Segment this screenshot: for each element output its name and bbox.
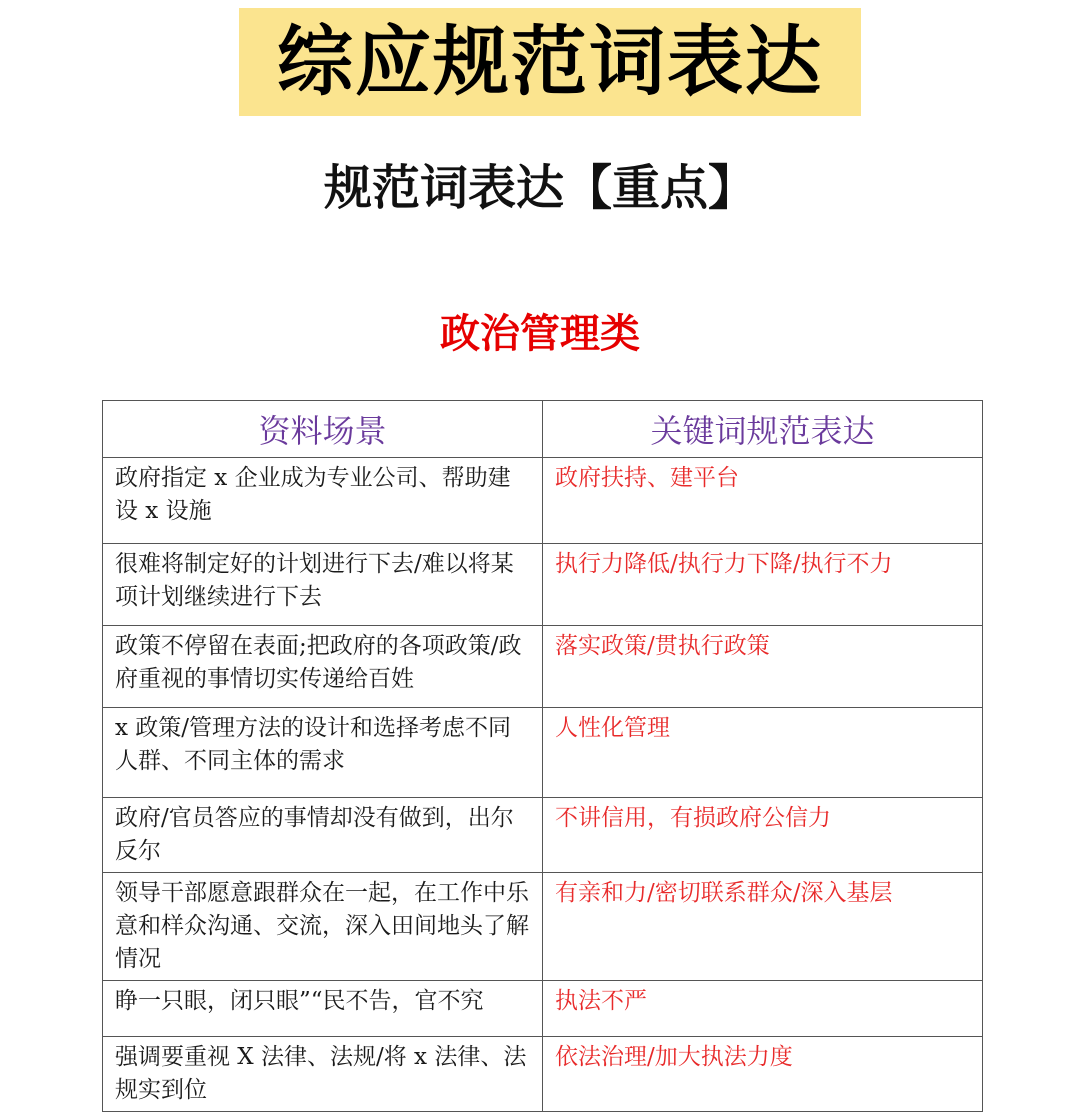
term-cell: 依法治理/加大执法力度 [543, 1037, 983, 1112]
term-cell: 有亲和力/密切联系群众/深入基层 [543, 873, 983, 981]
page-title: 综应规范词表达 [277, 17, 823, 106]
term-cell: 不讲信用，有损政府公信力 [543, 798, 983, 873]
table-row [103, 458, 983, 544]
table-row [103, 544, 983, 626]
table-row [103, 626, 983, 708]
term-cell: 政府扶持、建平台 [543, 458, 983, 544]
scene-cell: 领导干部愿意跟群众在一起，在工作中乐意和样众沟通、交流，深入田间地头了解情况 [103, 873, 543, 981]
scene-cell: x 政策/管理方法的设计和选择考虑不同人群、不同主体的需求 [103, 708, 543, 798]
term-cell: 人性化管理 [543, 708, 983, 798]
table-row [103, 981, 983, 1037]
table-header-row [103, 401, 983, 458]
section-title: 政治管理类 [440, 310, 640, 357]
scene-cell: 政策不停留在表面;把政府的各项政策/政府重视的事情切实传递给百姓 [103, 626, 543, 708]
title-banner [239, 8, 861, 116]
table-row [103, 798, 983, 873]
table-row [103, 873, 983, 981]
scene-cell: 睁一只眼，闭只眼”“民不告，官不究 [103, 981, 543, 1037]
terms-table [102, 400, 983, 1112]
table-row [103, 1037, 983, 1112]
scene-cell: 政府/官员答应的事情却没有做到，出尔反尔 [103, 798, 543, 873]
scene-cell: 政府指定 x 企业成为专业公司、帮助建设 x 设施 [103, 458, 543, 544]
table-row [103, 708, 983, 798]
term-cell: 执法不严 [543, 981, 983, 1037]
scene-cell: 强调要重视 X 法律、法规/将 x 法律、法规实到位 [103, 1037, 543, 1112]
header-scene: 资料场景 [103, 401, 543, 458]
subtitle: 规范词表达【重点】 [323, 160, 756, 216]
header-term: 关键词规范表达 [543, 401, 983, 458]
scene-cell: 很难将制定好的计划进行下去/难以将某项计划继续进行下去 [103, 544, 543, 626]
term-cell: 执行力降低/执行力下降/执行不力 [543, 544, 983, 626]
term-cell: 落实政策/贯执行政策 [543, 626, 983, 708]
